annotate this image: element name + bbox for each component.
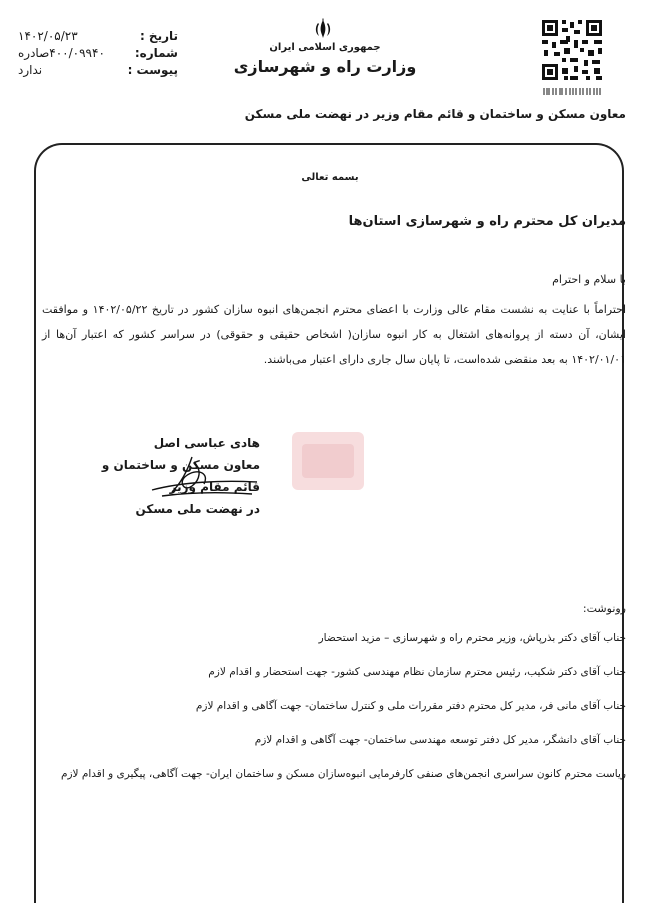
cc-item: جناب آقای دکتر شکیب، رئیس محترم سازمان نظام مهندسی کشور- جهت استحضار و اقدام لازم (208, 666, 626, 678)
cc-item: جناب آقای دانشگر، مدیر کل دفتر توسعه مهندسی ساختمان- جهت آگاهی و اقدام لازم (254, 734, 626, 746)
recipient: مدیران کل محترم راه و شهرسازی استان‌ها (348, 214, 626, 229)
office-title: معاون مسکن و ساختمان و قائم مقام وزیر در نهضت ملی مسکن (244, 107, 626, 121)
watermark-stamp (292, 432, 364, 490)
meta-date-row (18, 28, 178, 45)
letter-body: احتراماً با عنایت به نشست مقام عالی وزارت با اعضای محترم انجمن‌های انبوه سازان کشور در تاریخ ۱۴۰۲/۰۵/۲۲ و موافقت ایشان، آن دسته از پروانه‌های اشتغال به کار انبوه سازان( اشخاص حقیقی و حقوقی) در سراسر کشور که اعتبار آن‌ها از ۱۴۰۲/۰۱/۰۱ به بعد منقضی شده‌است، تا پایان سال جاری دارای اعتبار می‌باشند. (42, 303, 627, 366)
meta-number-label: شماره: (134, 46, 178, 60)
government-name: جمهوری اسلامی ایران (269, 42, 381, 53)
meta-attachment-row (18, 62, 178, 79)
meta-date-label: تاریخ : (139, 29, 178, 43)
cc-item: جناب آقای دکتر بذرپاش، وزیر محترم راه و شهرسازی – مزید استحضار (318, 632, 626, 644)
signer-title: معاون مسکن و ساختمان و قائم مقام وزیر (101, 458, 260, 494)
cc-item: ریاست محترم کانون سراسری انجمن‌های صنفی کارفرمایی انبوه‌سازان مسکن و ساختمان ایران- جهت آگاهی، پیگیری و اقدام لازم (60, 768, 626, 780)
meta-number-row (18, 45, 178, 62)
meta-attachment-value: ندارد (18, 63, 43, 77)
cc-list (60, 632, 626, 802)
ministry-name: وزارت راه و شهرسازی (233, 57, 417, 76)
meta-number-value: ۴۰۰/۰۹۹۴۰صادره (18, 46, 105, 60)
cc-item: جناب آقای مانی فر، مدیر کل محترم دفتر مقررات ملی و کنترل ساختمان- جهت آگاهی و اقدام لازم (195, 700, 626, 712)
signer-name: هادی عباسی اصل (153, 436, 260, 450)
signature-scribble (132, 452, 262, 502)
bismillah: بسمه تعالی (301, 172, 359, 183)
signer-subtitle: در نهضت ملی مسکن (135, 502, 260, 516)
iran-emblem-icon (312, 18, 334, 40)
meta-date-value: ۱۴۰۲/۰۵/۲۳ (18, 29, 78, 43)
cc-label: رونوشت: (582, 602, 626, 615)
meta-attachment-label: پیوست : (127, 63, 178, 77)
greeting: با سلام و احترام (552, 273, 626, 286)
qr-code (540, 18, 604, 96)
letter-meta (18, 28, 178, 79)
